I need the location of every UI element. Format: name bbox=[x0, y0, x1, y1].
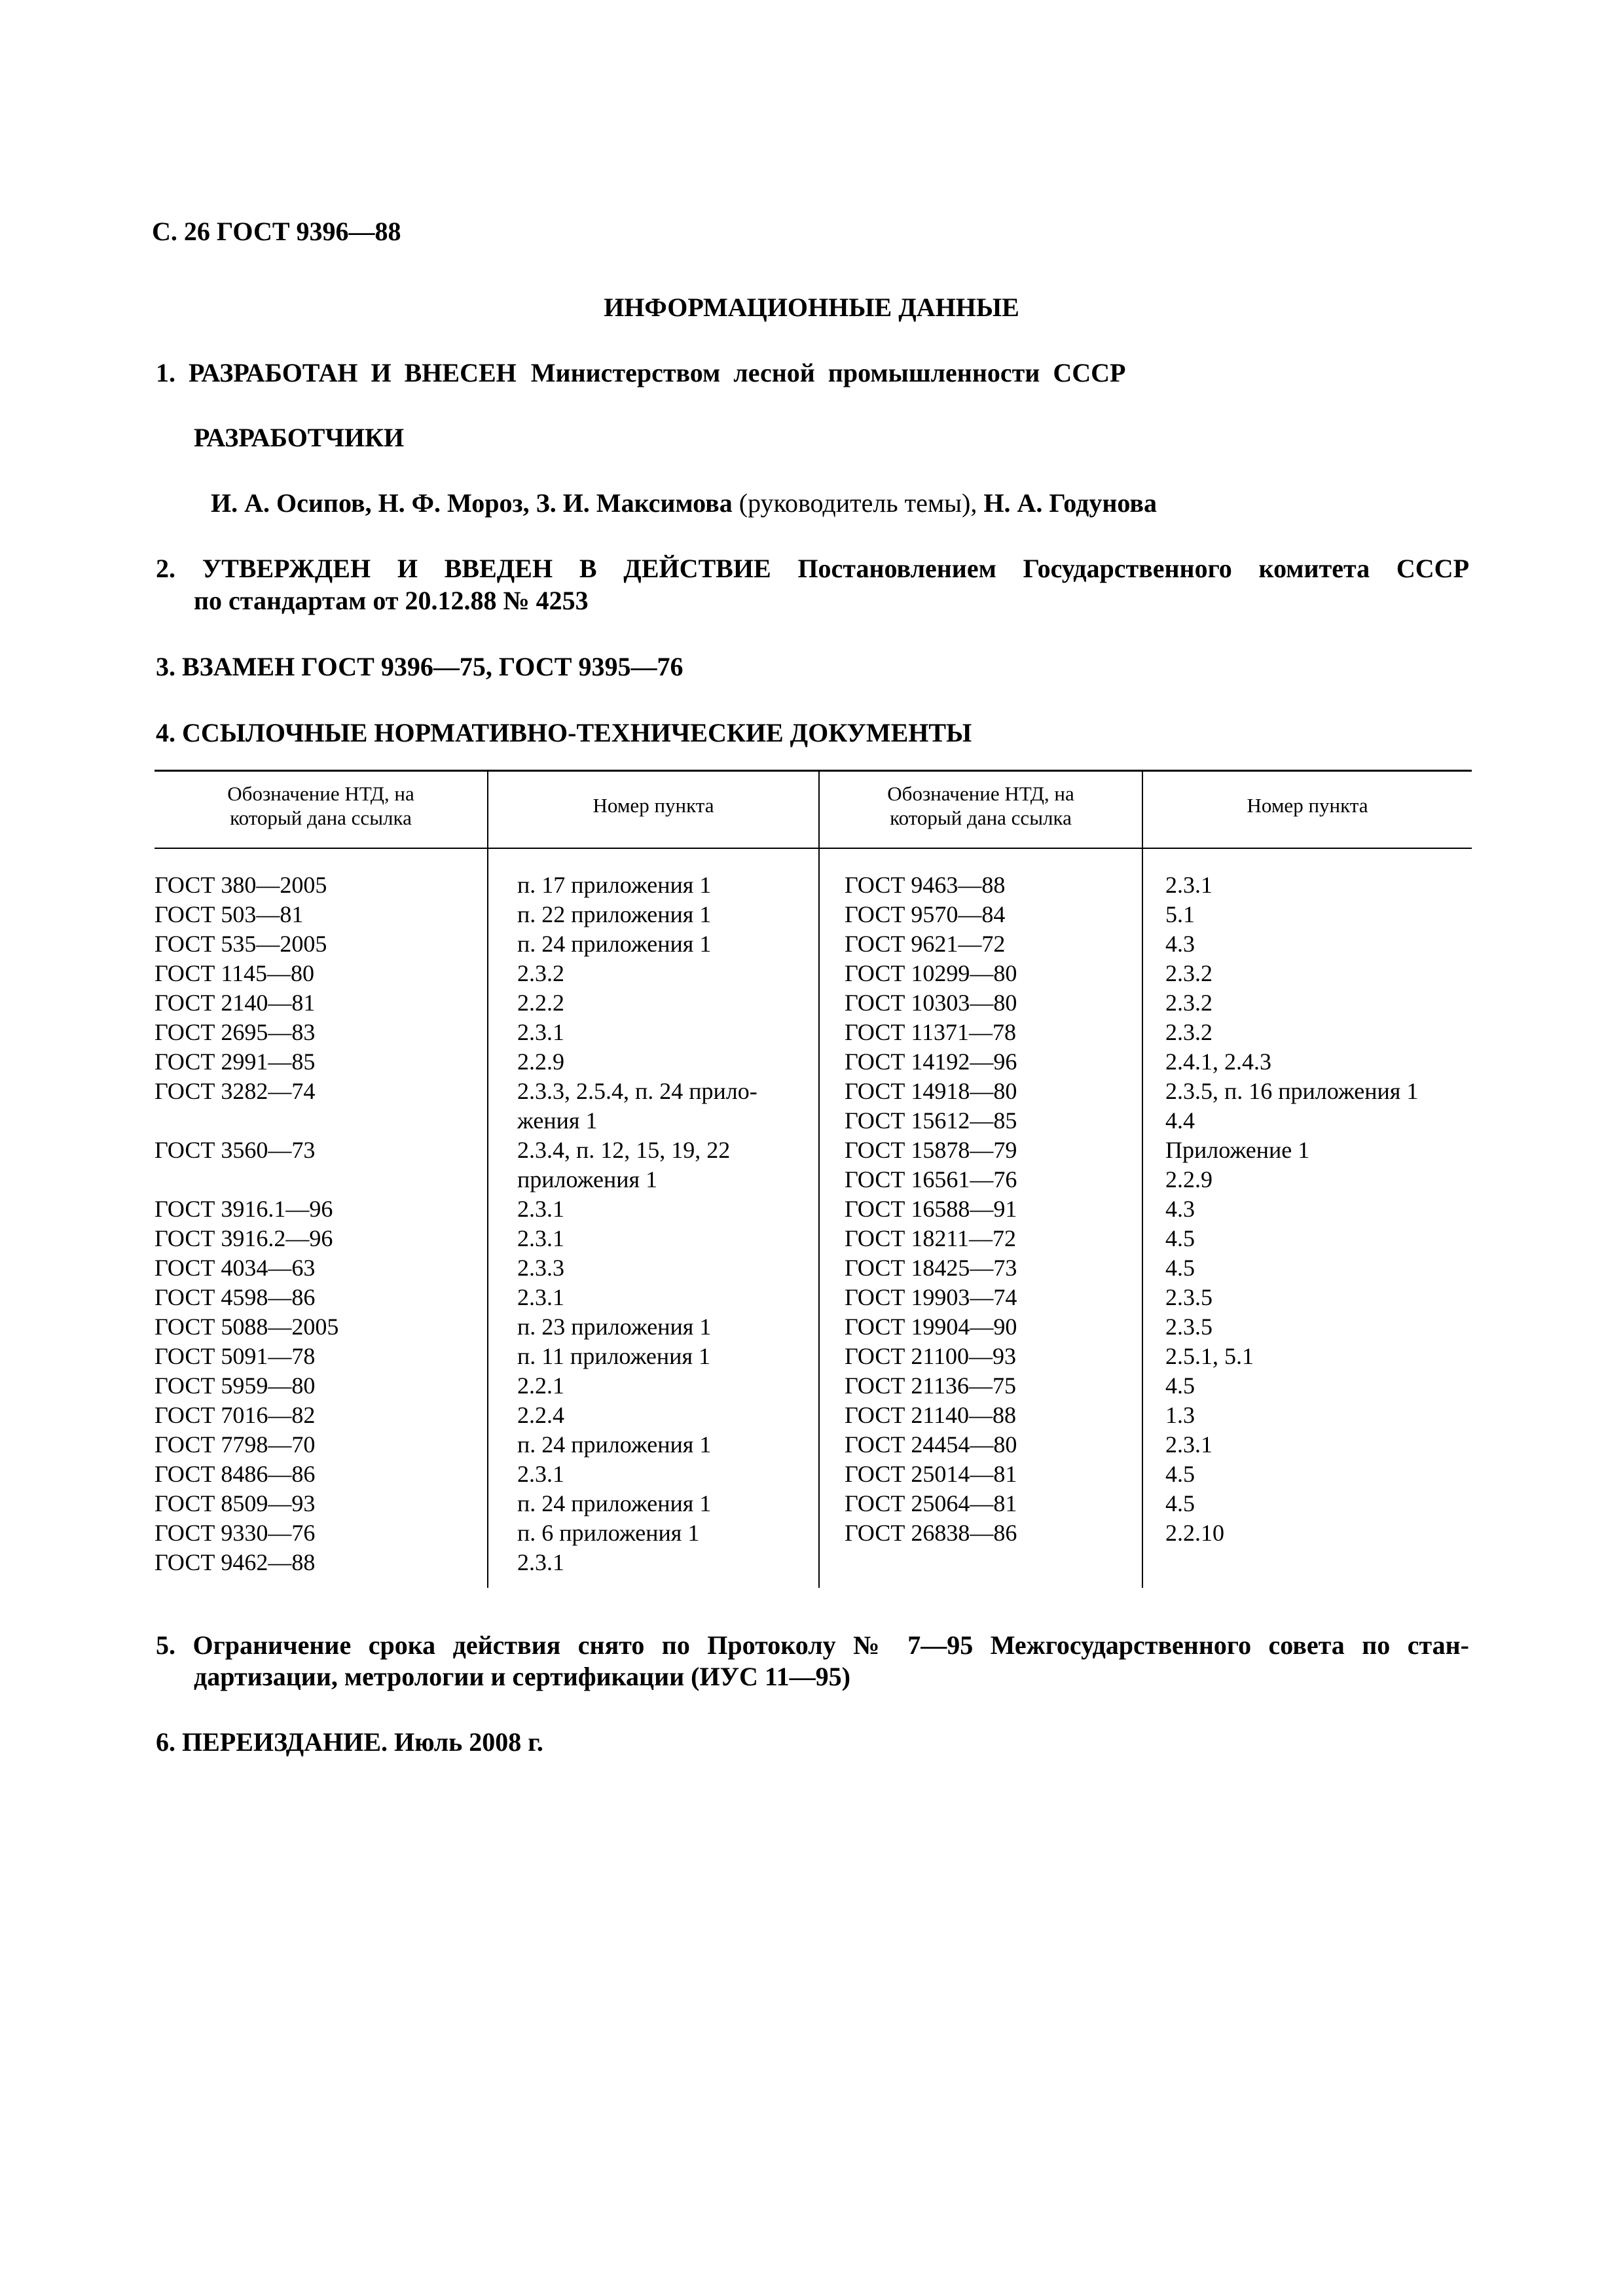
left-item-cell: п. 24 приложения 1 bbox=[517, 1490, 712, 1516]
left-item-cell: 2.3.4, п. 12, 15, 19, 22 bbox=[517, 1137, 731, 1163]
table-divider-3 bbox=[1142, 770, 1143, 1588]
item-5-line-1: 5. Ограничение срока действия снято по Протоколу № 7—95 Межгосударственного совета по стан- bbox=[156, 1630, 1469, 1660]
document-title: ИНФОРМАЦИОННЫЕ ДАННЫЕ bbox=[604, 293, 1019, 322]
left-item-cell: п. 24 приложения 1 bbox=[517, 1431, 712, 1458]
left-item-cell: 2.3.1 bbox=[517, 1461, 564, 1487]
right-doc-cell: ГОСТ 26838—86 bbox=[845, 1520, 1017, 1546]
right-item-cell: 2.2.9 bbox=[1165, 1166, 1213, 1193]
developers-role: (руководитель темы), bbox=[732, 488, 984, 518]
header-doc-right-line-1: Обозначение НТД, на bbox=[887, 782, 1074, 805]
left-doc-column bbox=[155, 870, 338, 1577]
left-doc-cell: ГОСТ 9330—76 bbox=[155, 1520, 316, 1546]
item-2-line-2: по стандартам от 20.12.88 № 4253 bbox=[194, 586, 589, 615]
right-doc-cell: ГОСТ 15612—85 bbox=[845, 1107, 1017, 1134]
left-doc-cell: ГОСТ 3916.1—96 bbox=[155, 1196, 333, 1222]
left-item-cell: п. 11 приложения 1 bbox=[517, 1343, 710, 1369]
header-doc-right bbox=[820, 781, 1142, 830]
right-item-cell: 4.5 bbox=[1165, 1255, 1195, 1281]
right-doc-cell: ГОСТ 16561—76 bbox=[845, 1166, 1017, 1193]
right-item-cell: 4.3 bbox=[1165, 931, 1195, 957]
right-doc-cell: ГОСТ 19903—74 bbox=[845, 1284, 1017, 1310]
item-2-lead: 2. УТВЕРЖДЕН И ВВЕДЕН В ДЕЙСТВИЕ bbox=[156, 554, 771, 583]
left-item-cell: 2.3.1 bbox=[517, 1284, 564, 1310]
developers-heading: РАЗРАБОТЧИКИ bbox=[194, 423, 405, 452]
developers-list bbox=[211, 488, 1157, 519]
right-doc-column bbox=[845, 870, 1017, 1548]
left-item-cell: 2.3.2 bbox=[517, 960, 564, 986]
left-doc-cell: ГОСТ 503—81 bbox=[155, 901, 304, 927]
right-item-cell: 1.3 bbox=[1165, 1402, 1195, 1428]
right-item-cell: 2.4.1, 2.4.3 bbox=[1165, 1049, 1271, 1075]
right-doc-cell: ГОСТ 10299—80 bbox=[845, 960, 1017, 986]
item-3: 3. ВЗАМЕН ГОСТ 9396—75, ГОСТ 9395—76 bbox=[156, 652, 684, 681]
right-item-cell: 2.3.2 bbox=[1165, 960, 1213, 986]
right-doc-cell: ГОСТ 21140—88 bbox=[845, 1402, 1017, 1428]
left-item-cell: 2.3.1 bbox=[517, 1196, 564, 1222]
right-doc-cell: ГОСТ 9621—72 bbox=[845, 931, 1006, 957]
right-item-cell: 4.3 bbox=[1165, 1196, 1195, 1222]
left-item-cell: 2.3.1 bbox=[517, 1019, 564, 1045]
left-item-cell: 2.3.3, 2.5.4, п. 24 прило- bbox=[517, 1078, 757, 1104]
left-item-column bbox=[517, 870, 757, 1577]
table-header-rule bbox=[155, 848, 1472, 849]
left-item-cell: 2.2.2 bbox=[517, 990, 564, 1016]
left-doc-cell: ГОСТ 5959—80 bbox=[155, 1372, 316, 1399]
left-item-cell: приложения 1 bbox=[517, 1166, 658, 1193]
item-2-line-1 bbox=[156, 553, 1469, 584]
item-2-rest: Постановлением Государственного комитета СССР bbox=[797, 554, 1470, 583]
left-doc-cell: ГОСТ 2140—81 bbox=[155, 990, 316, 1016]
item-4: 4. ССЫЛОЧНЫЕ НОРМАТИВНО-ТЕХНИЧЕСКИЕ ДОКУМЕНТЫ bbox=[156, 718, 972, 747]
right-item-cell: 2.3.5 bbox=[1165, 1314, 1213, 1340]
right-item-cell: 2.3.5, п. 16 приложения 1 bbox=[1165, 1078, 1419, 1104]
right-item-cell: Приложение 1 bbox=[1165, 1137, 1310, 1163]
table-divider-1 bbox=[487, 770, 488, 1588]
left-item-cell: п. 24 приложения 1 bbox=[517, 931, 712, 957]
right-doc-cell: ГОСТ 14918—80 bbox=[845, 1078, 1017, 1104]
left-doc-cell: ГОСТ 3916.2—96 bbox=[155, 1225, 333, 1251]
right-item-cell: 4.5 bbox=[1165, 1225, 1195, 1251]
left-doc-cell: ГОСТ 7016—82 bbox=[155, 1402, 316, 1428]
right-doc-cell: ГОСТ 18425—73 bbox=[845, 1255, 1017, 1281]
right-item-cell: 2.3.1 bbox=[1165, 872, 1213, 898]
left-doc-cell: ГОСТ 3560—73 bbox=[155, 1137, 316, 1163]
right-doc-cell: ГОСТ 9570—84 bbox=[845, 901, 1006, 927]
left-item-cell: жения 1 bbox=[517, 1107, 598, 1134]
left-doc-cell: ГОСТ 8486—86 bbox=[155, 1461, 316, 1487]
left-doc-cell: ГОСТ 2991—85 bbox=[155, 1049, 316, 1075]
right-item-cell: 2.3.2 bbox=[1165, 990, 1213, 1016]
right-item-cell: 4.4 bbox=[1165, 1107, 1195, 1134]
left-doc-cell: ГОСТ 4598—86 bbox=[155, 1284, 316, 1310]
right-item-cell: 2.3.5 bbox=[1165, 1284, 1213, 1310]
developers-last: Н. А. Годунова bbox=[983, 488, 1158, 518]
right-item-cell: 5.1 bbox=[1165, 901, 1195, 927]
right-doc-cell: ГОСТ 15878—79 bbox=[845, 1137, 1017, 1163]
left-doc-cell: ГОСТ 7798—70 bbox=[155, 1431, 316, 1458]
right-item-column bbox=[1165, 870, 1418, 1548]
left-item-cell: 2.2.4 bbox=[517, 1402, 564, 1428]
right-item-cell: 4.5 bbox=[1165, 1461, 1195, 1487]
header-item-left: Номер пункта bbox=[593, 794, 714, 817]
left-item-cell: п. 22 приложения 1 bbox=[517, 901, 712, 927]
left-doc-cell: ГОСТ 2695—83 bbox=[155, 1019, 316, 1045]
item-1-lead: 1. РАЗРАБОТАН И ВНЕСЕН bbox=[156, 358, 517, 387]
left-doc-cell: ГОСТ 3282—74 bbox=[155, 1078, 316, 1104]
left-doc-cell: ГОСТ 380—2005 bbox=[155, 872, 327, 898]
item-5-line-2: дартизации, метрологии и сертификации (ИУС 11—95) bbox=[194, 1662, 850, 1691]
left-doc-cell bbox=[155, 1106, 338, 1136]
header-doc-left-line-2: который дана ссылка bbox=[230, 806, 412, 829]
right-doc-cell: ГОСТ 10303—80 bbox=[845, 990, 1017, 1016]
left-item-cell: 2.2.1 bbox=[517, 1372, 564, 1399]
table-divider-2 bbox=[818, 770, 820, 1588]
header-doc-right-line-2: который дана ссылка bbox=[890, 806, 1072, 829]
left-item-cell: 2.3.3 bbox=[517, 1255, 564, 1281]
right-doc-cell: ГОСТ 25014—81 bbox=[845, 1461, 1017, 1487]
page-header: С. 26 ГОСТ 9396—88 bbox=[152, 217, 401, 246]
item-1-rest: Министерством лесной промышленности СССР bbox=[530, 358, 1126, 387]
right-doc-cell: ГОСТ 14192—96 bbox=[845, 1049, 1017, 1075]
left-doc-cell: ГОСТ 8509—93 bbox=[155, 1490, 316, 1516]
left-doc-cell: ГОСТ 4034—63 bbox=[155, 1255, 316, 1281]
header-doc-left-line-1: Обозначение НТД, на bbox=[227, 782, 414, 805]
left-doc-cell bbox=[155, 1165, 338, 1194]
right-doc-cell: ГОСТ 9463—88 bbox=[845, 872, 1006, 898]
left-item-cell: 2.2.9 bbox=[517, 1049, 564, 1075]
left-item-cell: п. 23 приложения 1 bbox=[517, 1314, 712, 1340]
right-item-cell: 2.5.1, 5.1 bbox=[1165, 1343, 1254, 1369]
developers-names: И. А. Осипов, Н. Ф. Мороз, З. И. Максимова bbox=[211, 488, 733, 518]
header-doc-left bbox=[155, 781, 487, 830]
right-doc-cell: ГОСТ 24454—80 bbox=[845, 1431, 1017, 1458]
right-doc-cell: ГОСТ 11371—78 bbox=[845, 1019, 1017, 1045]
left-item-cell: 2.3.1 bbox=[517, 1549, 564, 1575]
left-doc-cell: ГОСТ 1145—80 bbox=[155, 960, 315, 986]
left-item-cell: п. 17 приложения 1 bbox=[517, 872, 712, 898]
left-item-cell: 2.3.1 bbox=[517, 1225, 564, 1251]
right-item-cell: 2.3.1 bbox=[1165, 1431, 1213, 1458]
right-item-cell: 4.5 bbox=[1165, 1490, 1195, 1516]
item-1 bbox=[156, 357, 1125, 389]
right-doc-cell: ГОСТ 21100—93 bbox=[845, 1343, 1017, 1369]
left-doc-cell: ГОСТ 535—2005 bbox=[155, 931, 327, 957]
left-doc-cell: ГОСТ 9462—88 bbox=[155, 1549, 316, 1575]
right-doc-cell: ГОСТ 21136—75 bbox=[845, 1372, 1017, 1399]
right-doc-cell: ГОСТ 16588—91 bbox=[845, 1196, 1017, 1222]
left-doc-cell: ГОСТ 5091—78 bbox=[155, 1343, 316, 1369]
header-item-right: Номер пункта bbox=[1247, 794, 1368, 817]
item-6: 6. ПЕРЕИЗДАНИЕ. Июль 2008 г. bbox=[156, 1727, 543, 1757]
table-top-rule bbox=[155, 770, 1472, 772]
right-doc-cell: ГОСТ 18211—72 bbox=[845, 1225, 1017, 1251]
left-doc-cell: ГОСТ 5088—2005 bbox=[155, 1314, 339, 1340]
right-doc-cell: ГОСТ 25064—81 bbox=[845, 1490, 1017, 1516]
right-item-cell: 2.2.10 bbox=[1165, 1520, 1224, 1546]
right-item-cell: 4.5 bbox=[1165, 1372, 1195, 1399]
right-doc-cell: ГОСТ 19904—90 bbox=[845, 1314, 1017, 1340]
right-item-cell: 2.3.2 bbox=[1165, 1019, 1213, 1045]
left-item-cell: п. 6 приложения 1 bbox=[517, 1520, 700, 1546]
